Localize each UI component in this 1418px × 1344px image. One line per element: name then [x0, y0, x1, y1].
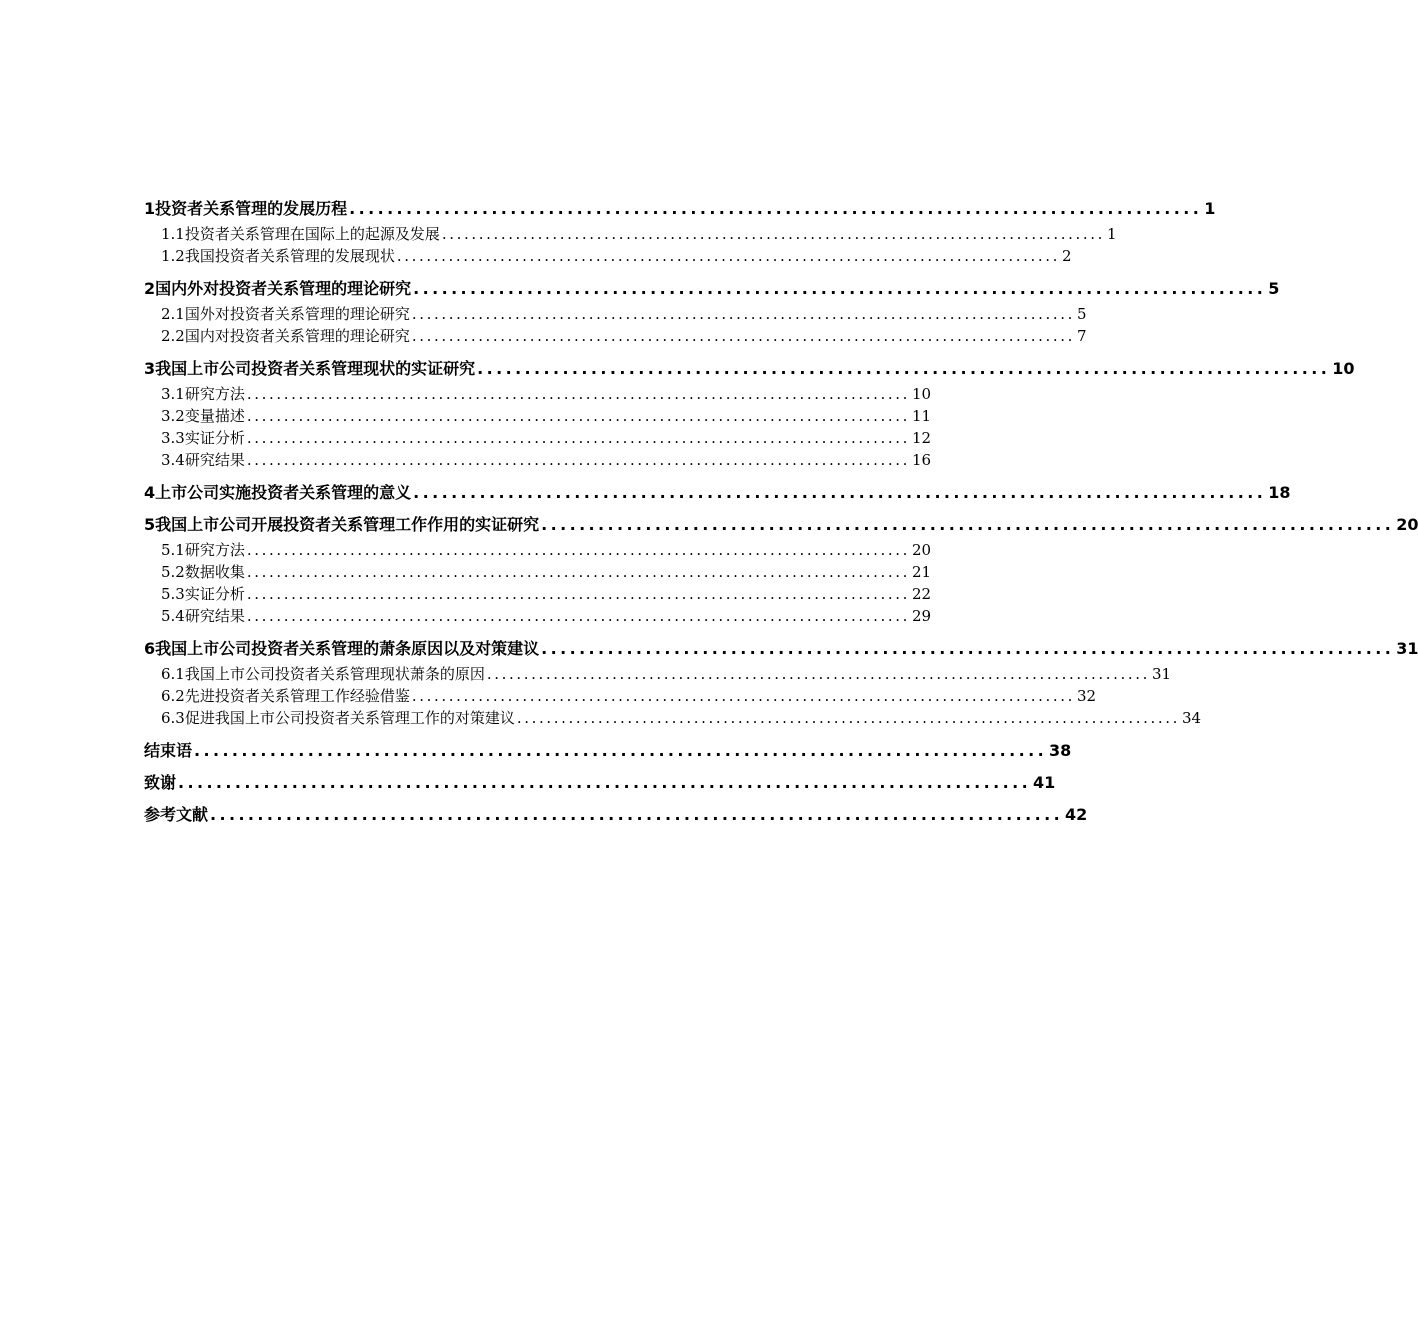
toc-entry-number: 5.1: [161, 541, 185, 559]
toc-entry-page: 1: [1107, 225, 1117, 243]
toc-entry-page: 10: [912, 385, 932, 403]
dot-leader: ..........................................................................................: [246, 563, 911, 581]
toc-entry-page: 32: [1077, 687, 1097, 705]
toc-entry-page: 38: [1049, 741, 1072, 760]
toc-entry-page: 34: [1182, 709, 1202, 727]
toc-entry-1[interactable]: [144, 198, 1216, 219]
dot-leader: ..........................................................................................: [541, 515, 1395, 534]
toc-entry-page: 16: [912, 451, 932, 469]
toc-entry-title: 投资者关系管理在国际上的起源及发展: [184, 225, 440, 243]
toc-entry-acknowledgements[interactable]: [144, 772, 1056, 793]
toc-entry-6-2[interactable]: [144, 685, 1097, 707]
toc-entry-title: 实证分析: [184, 585, 245, 603]
toc-entry-number: 4: [144, 483, 156, 502]
toc-entry-title: 上市公司实施投资者关系管理的意义: [155, 483, 412, 502]
toc-entry-title: 国内外对投资者关系管理的理论研究: [155, 279, 412, 298]
toc-entry-page: 7: [1077, 327, 1087, 345]
toc-entry-page: 31: [1152, 665, 1172, 683]
toc-entry-title: 我国投资者关系管理的发展现状: [184, 247, 395, 265]
toc-entry-2-1[interactable]: [144, 303, 1087, 325]
toc-entry-3-1[interactable]: [144, 383, 932, 405]
toc-entry-5[interactable]: [144, 514, 1418, 535]
dot-leader: ..........................................................................................: [246, 585, 911, 603]
toc-entry-1-2[interactable]: [144, 245, 1072, 267]
dot-leader: ..........................................................................................: [477, 359, 1331, 378]
toc-entry-number: 1.1: [161, 225, 185, 243]
toc-entry-number: 6: [144, 639, 156, 658]
toc-entry-number: 5: [144, 515, 156, 534]
dot-leader: ..........................................................................................: [411, 305, 1076, 323]
toc-entry-5-3[interactable]: [144, 583, 932, 605]
toc-entry-title: 致谢: [144, 773, 177, 792]
toc-entry-5-1[interactable]: [144, 539, 932, 561]
toc-entry-number: 2.2: [161, 327, 185, 345]
toc-entry-title: 参考文献: [144, 805, 209, 824]
toc-entry-number: 5.3: [161, 585, 185, 603]
dot-leader: ..........................................................................................: [541, 639, 1395, 658]
toc-entry-5-2[interactable]: [144, 561, 932, 583]
toc-entry-title: 我国上市公司投资者关系管理现状的实证研究: [155, 359, 476, 378]
dot-leader: ..........................................................................................: [411, 687, 1076, 705]
dot-leader: ..........................................................................................: [246, 407, 911, 425]
toc-entry-5-4[interactable]: [144, 605, 932, 627]
toc-entry-page: 31: [1396, 639, 1418, 658]
toc-entry-title: 研究结果: [184, 607, 245, 625]
toc-entry-page: 10: [1332, 359, 1355, 378]
dot-leader: ..........................................................................................: [246, 541, 911, 559]
dot-leader: ..........................................................................................: [246, 429, 911, 447]
toc-entry-title: 变量描述: [184, 407, 245, 425]
toc-entry-title: 国外对投资者关系管理的理论研究: [184, 305, 410, 323]
dot-leader: ..........................................................................................: [210, 805, 1064, 824]
toc-entry-title: 研究方法: [184, 385, 245, 403]
toc-entry-number: 2.1: [161, 305, 185, 323]
toc-entry-number: 1.2: [161, 247, 185, 265]
toc-entry-number: 3.3: [161, 429, 185, 447]
toc-entry-number: 6.3: [161, 709, 185, 727]
toc-entry-number: 6.2: [161, 687, 185, 705]
toc-entry-title: 先进投资者关系管理工作经验借鉴: [184, 687, 410, 705]
toc-entry-page: 21: [912, 563, 932, 581]
dot-leader: ..........................................................................................: [178, 773, 1032, 792]
dot-leader: ..........................................................................................: [441, 225, 1106, 243]
toc-entry-number: 5.2: [161, 563, 185, 581]
table-of-contents: [144, 198, 1418, 825]
dot-leader: ..........................................................................................: [486, 665, 1151, 683]
toc-entry-number: 1: [144, 199, 156, 218]
toc-entry-2-2[interactable]: [144, 325, 1087, 347]
toc-entry-page: 22: [912, 585, 932, 603]
toc-entry-references[interactable]: [144, 804, 1088, 825]
toc-entry-title: 我国上市公司投资者关系管理现状萧条的原因: [184, 665, 485, 683]
dot-leader: ..........................................................................................: [516, 709, 1181, 727]
toc-entry-number: 5.4: [161, 607, 185, 625]
toc-entry-1-1[interactable]: [144, 223, 1117, 245]
toc-entry-6[interactable]: [144, 638, 1418, 659]
dot-leader: ..........................................................................................: [413, 483, 1267, 502]
toc-entry-page: 5: [1268, 279, 1280, 298]
toc-entry-number: 2: [144, 279, 156, 298]
dot-leader: ..........................................................................................: [413, 279, 1267, 298]
dot-leader: ..........................................................................................: [349, 199, 1203, 218]
toc-entry-title: 促进我国上市公司投资者关系管理工作的对策建议: [184, 709, 515, 727]
dot-leader: ..........................................................................................: [246, 607, 911, 625]
toc-entry-page: 29: [912, 607, 932, 625]
toc-entry-page: 41: [1033, 773, 1056, 792]
dot-leader: ..........................................................................................: [396, 247, 1061, 265]
toc-entry-page: 18: [1268, 483, 1291, 502]
dot-leader: ..........................................................................................: [246, 385, 911, 403]
toc-entry-number: 3.1: [161, 385, 185, 403]
dot-leader: ..........................................................................................: [411, 327, 1076, 345]
toc-entry-number: 3: [144, 359, 156, 378]
toc-entry-3-3[interactable]: [144, 427, 932, 449]
toc-entry-6-3[interactable]: [144, 707, 1202, 729]
toc-entry-title: 实证分析: [184, 429, 245, 447]
toc-entry-title: 我国上市公司开展投资者关系管理工作作用的实证研究: [155, 515, 540, 534]
dot-leader: ..........................................................................................: [194, 741, 1048, 760]
toc-entry-3-4[interactable]: [144, 449, 932, 471]
toc-entry-title: 研究方法: [184, 541, 245, 559]
toc-entry-page: 12: [912, 429, 932, 447]
toc-entry-3[interactable]: [144, 358, 1355, 379]
toc-entry-page: 42: [1065, 805, 1088, 824]
toc-entry-page: 2: [1062, 247, 1072, 265]
toc-entry-page: 1: [1204, 199, 1216, 218]
toc-entry-4[interactable]: [144, 482, 1291, 503]
toc-entry-6-1[interactable]: [144, 663, 1172, 685]
toc-entry-number: 6.1: [161, 665, 185, 683]
toc-entry-title: 研究结果: [184, 451, 245, 469]
toc-entry-page: 11: [912, 407, 932, 425]
toc-entry-title: 投资者关系管理的发展历程: [155, 199, 348, 218]
toc-entry-number: 3.4: [161, 451, 185, 469]
toc-entry-3-2[interactable]: [144, 405, 932, 427]
toc-entry-title: 国内对投资者关系管理的理论研究: [184, 327, 410, 345]
toc-entry-page: 20: [1396, 515, 1418, 534]
toc-entry-title: 结束语: [144, 741, 193, 760]
toc-entry-title: 数据收集: [184, 563, 245, 581]
toc-entry-conclusion[interactable]: [144, 740, 1072, 761]
toc-entry-page: 5: [1077, 305, 1087, 323]
toc-entry-title: 我国上市公司投资者关系管理的萧条原因以及对策建议: [155, 639, 540, 658]
dot-leader: ..........................................................................................: [246, 451, 911, 469]
toc-entry-page: 20: [912, 541, 932, 559]
toc-entry-number: 3.2: [161, 407, 185, 425]
toc-entry-2[interactable]: [144, 278, 1280, 299]
